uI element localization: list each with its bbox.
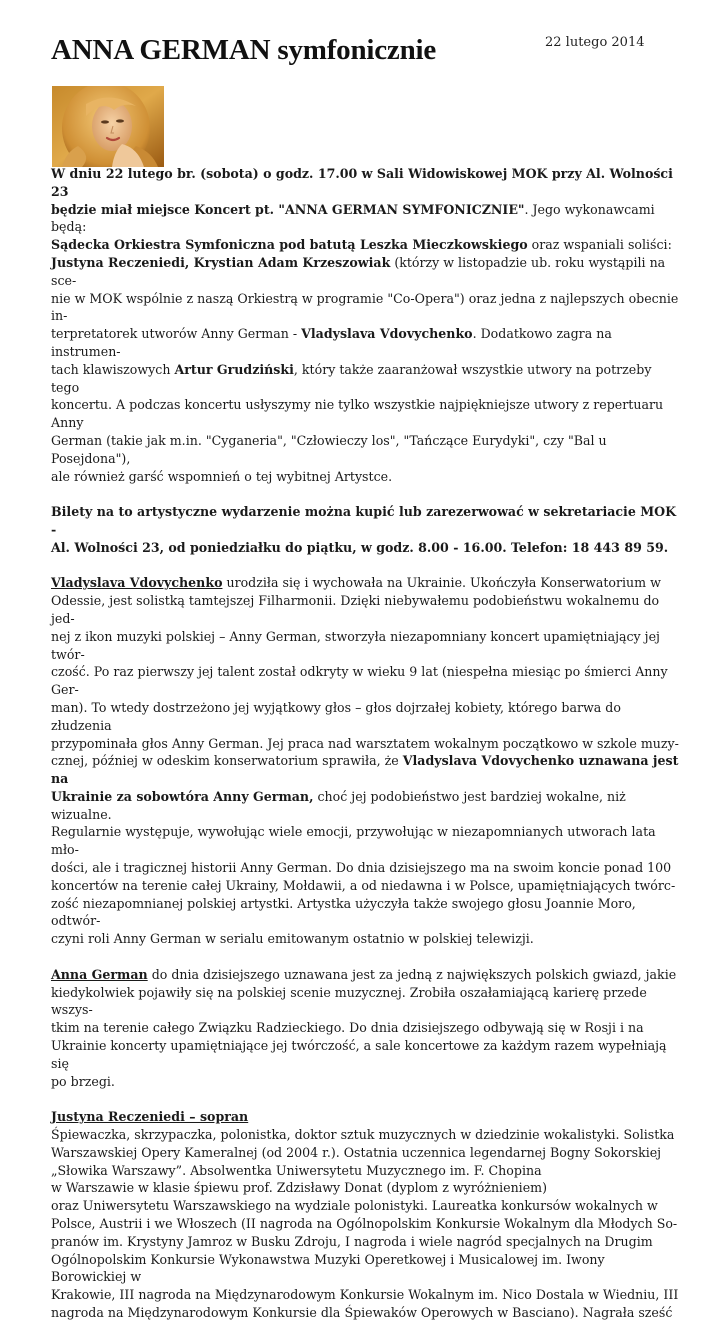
paragraph-gap	[51, 1090, 681, 1108]
body-text: man). To wtedy dostrzeżono jej wyjątkowy głos – głos dojrzałej kobiety, którego barwa do złudzenia	[51, 699, 621, 733]
body-text: nej z ikon muzyki polskiej – Anny German, stworzyła niezapomniany koncert upamiętniający jej twór-	[51, 628, 660, 662]
body-text: dości, ale i tragicznej historii Anny German. Do dnia dzisiejszego ma na swoim koncie ponad 100	[51, 860, 672, 876]
body-text: kiedykolwiek pojawiły się na polskiej scenie muzycznej. Zrobiła oszałamiającą karierę przede wszys-	[51, 984, 647, 1018]
section-heading-name: Vladyslava Vdovychenko	[51, 575, 223, 591]
body-text: German (takie jak m.in. "Cyganeria", "Człowieczy los", "Tańczące Eurydyki", czy "Bal u Posejdona"),	[51, 432, 607, 466]
article-paragraph	[51, 1108, 681, 1322]
body-text: Ukrainie koncerty upamiętniające jej twórczość, a sale koncertowe za każdym razem wypełniają się	[51, 1038, 667, 1071]
body-text: oraz Uniwersytetu Warszawskiego na wydziale polonistyki. Laureatka konkursów wokalnych w	[51, 1198, 658, 1214]
body-text: Polsce, Austrii i we Włoszech (II nagroda na Ogólnopolskim Konkursie Wokalnym dla Młodych So-	[51, 1216, 678, 1232]
article-paragraph	[51, 165, 681, 485]
body-text: nagroda na Międzynarodowym Konkursie dla Śpiewaków Operowych w Basciano). Nagrała sześć	[51, 1305, 673, 1320]
body-text: Śpiewaczka, skrzypaczka, polonistka, doktor sztuk muzycznych w dziedzinie wokalistyki. Solistka	[51, 1127, 675, 1143]
body-text: pranów im. Krystyny Jamroz w Busku Zdroju, I nagroda i wiele nagród specjalnych na Drugim	[51, 1233, 653, 1249]
page-title: ANNA GERMAN symfonicznie	[51, 34, 437, 66]
body-text: . Dodatkowo zagra na instrumen-	[51, 326, 612, 359]
bold-text: W dniu 22 lutego br. (sobota) o godz. 17.00 w Sali Widowiskowej MOK przy Al. Wolności 23	[51, 166, 673, 199]
paragraph-gap	[51, 557, 681, 575]
body-text: oraz wspaniali soliści:	[527, 237, 672, 253]
paragraph-gap	[51, 948, 681, 966]
bold-text: będzie miał miejsce Koncert pt. "ANNA GERMAN SYMFONICZNIE"	[51, 201, 525, 217]
body-text: cznej, później w odeskim konserwatorium sprawiła, że	[51, 753, 403, 769]
portrait-image	[52, 86, 164, 167]
body-text: Odessie, jest solistką tamtejszej Filharmonii. Dzięki niebywałemu podobieństwu wokalnemu do jed-	[51, 593, 660, 626]
bold-text: Justyna Reczeniedi, Krystian Adam Krzeszowiak	[51, 254, 391, 270]
body-text: terpretatorek utworów Anny German -	[51, 326, 302, 342]
body-text: . Jego wykonawcami będą:	[51, 201, 655, 235]
body-text: zość niezapomnianej polskiej artystki. Artystka użyczyła także swojego głosu Joannie Moro, odtwór-	[51, 895, 636, 929]
body-text: tkim na terenie całego Związku Radzieckiego. Do dnia dzisiejszego odbywają się w Rosji i na	[51, 1020, 644, 1036]
body-text: koncertów na terenie całej Ukrainy, Mołdawii, a od niedawna i w Polsce, upamiętniających twórc-	[51, 877, 676, 893]
body-text: Ogólnopolskim Konkursie Wykonawstwa Muzyki Operetkowej i Musicalowej im. Iwony Borowickiej w	[51, 1251, 605, 1285]
bold-text: Bilety na to artystyczne wydarzenie można kupić lub zarezerwować w sekretariacie MOK -	[51, 504, 677, 537]
publication-date: 22 lutego 2014	[545, 35, 645, 50]
body-text: , który także zaaranżował wszystkie utwory na potrzeby tego	[51, 361, 652, 395]
body-text: Krakowie, III nagroda na Międzynarodowym Konkursie Wokalnym im. Nico Dostala w Wiedniu, III	[51, 1287, 679, 1303]
body-text: przypominała głos Anny German. Jej praca nad warsztatem wokalnym początkowo w szkole muzy-	[51, 735, 679, 751]
section-heading-name: Anna German	[51, 966, 148, 982]
bold-text: Artur Grudziński	[174, 361, 294, 377]
article-paragraph	[51, 966, 681, 1091]
article-body	[51, 165, 681, 1322]
body-text: Regularnie występuje, wywołując wiele emocji, przywołując w niezapomnianych utworach lata mło-	[51, 824, 656, 858]
body-text: urodziła się i wychowała na Ukrainie. Ukończyła Konserwatorium w	[222, 575, 661, 591]
bold-text: Sądecka Orkiestra Symfoniczna pod batutą Leszka Mieczkowskiego	[51, 237, 528, 253]
body-text: „Słowika Warszawy”. Absolwentka Uniwersytetu Muzycznego im. F. Chopina	[51, 1162, 542, 1178]
body-text: ale również garść wspomnień o tej wybitnej Artystce.	[51, 468, 393, 484]
body-text: tach klawiszowych	[51, 361, 175, 377]
body-text: koncertu. A podczas koncertu usłyszymy nie tylko wszystkie najpiękniejsze utwory z repertuaru Anny	[51, 397, 664, 431]
body-text: czyni roli Anny German w serialu emitowanym ostatnio w polskiej telewizji.	[51, 931, 534, 947]
bold-text: Vladyslava Vdovychenko uznawana jest na	[51, 753, 679, 787]
bold-text: Ukrainie za sobowtóra Anny German,	[51, 788, 314, 804]
section-heading-name: Justyna Reczeniedi – sopran	[51, 1109, 249, 1125]
body-text: czość. Po raz pierwszy jej talent został odkryty w wieku 9 lat (niespełna miesiąc po śmierci Anny Ger-	[51, 664, 668, 698]
body-text: nie w MOK wspólnie z naszą Orkiestrą w programie "Co-Opera") oraz jedna z najlepszych obecnie in-	[51, 290, 679, 324]
anna-german-photo	[52, 86, 164, 167]
paragraph-gap	[51, 485, 681, 503]
body-text: choć jej podobieństwo jest bardziej wokalne, niż wizualne.	[51, 788, 626, 822]
body-text: Warszawskiej Opery Kameralnej (od 2004 r.). Ostatnia uczennica legendarnej Bogny Sokorskiej	[51, 1144, 662, 1160]
article-paragraph	[51, 574, 681, 948]
body-text: (którzy w listopadzie ub. roku wystąpili na sce-	[51, 254, 666, 288]
body-text: do dnia dzisiejszego uznawana jest za jedną z największych polskich gwiazd, jakie	[147, 966, 677, 982]
body-text: po brzegi.	[51, 1073, 115, 1089]
body-text: w Warszawie w klasie śpiewu prof. Zdzisławy Donat (dyplom z wyróżnieniem)	[51, 1180, 548, 1196]
bold-text: Al. Wolności 23, od poniedziałku do piątku, w godz. 8.00 - 16.00. Telefon: 18 443 89 59.	[51, 539, 669, 555]
article-paragraph	[51, 503, 681, 556]
bold-text: Vladyslava Vdovychenko	[301, 326, 473, 342]
